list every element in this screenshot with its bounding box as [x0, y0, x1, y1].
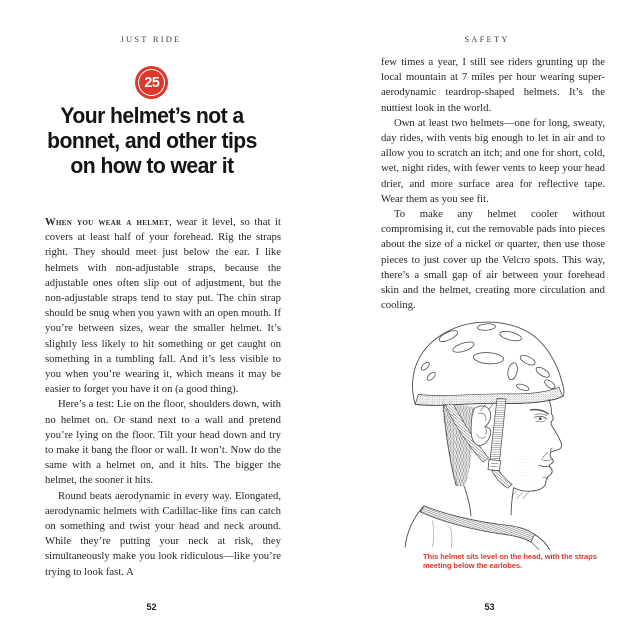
paragraph: To make any helmet cooler without compromising it, cut the removable pads into pieces about the size of a nickel or quarter, then use those pieces to just cover up the Velcro spots. This way, there’s a small gap of air between your forehead skin and the helmet, creating more circulation and cooling.	[381, 208, 605, 312]
paragraph	[45, 215, 281, 397]
lead-in-phrase: When you wear a helmet	[45, 216, 170, 228]
running-head-right: SAFETY	[464, 34, 510, 44]
illustration-caption: This helmet sits level on the head, with the straps meeting below the earlobes.	[423, 552, 597, 571]
chapter-title-line-1: Your helmet’s not a	[60, 103, 244, 128]
page-number-left: 52	[146, 602, 157, 612]
page-number-right: 53	[484, 602, 495, 612]
chapter-title-line-2: bonnet, and other tips	[47, 128, 257, 153]
body-text-right	[381, 55, 605, 313]
chapter-title	[20, 103, 283, 178]
paragraph: Round beats aerodynamic in every way. Elongated, aerodynamic helmets with Cadillac-like fins can catch on something and twist your head and neck around. While they’re putting your neck at risk, they simultaneously make you look ridiculous—like you’re trying to look fast. A	[45, 489, 281, 578]
ear	[471, 403, 493, 445]
paragraph: Here’s a test: Lie on the floor, shoulders down, with no helmet on. Or stand next to a wall and pretend you’re lying on the floor. Tilt your head down and try to make it bang the floor or wall. It won’t. Now do the same with a helmet on, and it hits. The bigger the helmet, the sooner it hits.	[45, 398, 281, 487]
chapter-number-badge	[135, 66, 168, 99]
paragraph-text: , wear it level, so that it covers at least half of your forehead. Rig the straps right. They should meet just below the ear. I like helmets with non-adjustable straps, because the adjustable ones often slip out of adjustment, but the non-adjustable straps tend to stay put. The chin strap should be snug when you yawn with an open mouth. If you’re between sizes, wear the smaller helmet. It’s slightly less likely to hit something or get caught on something in a tumbling fall. And it’s less visible to you when you’re wearing it, which means it may be easier to forget you have it on (a good thing).	[45, 216, 281, 396]
neck-and-collar	[405, 487, 550, 550]
helmet-head-illustration	[398, 314, 574, 550]
paragraph: few times a year, I still see riders grunting up the local mountain at 7 miles per hour wearing super-aerodynamic teardrop-shaped helmets. It’s the nuttiest look in the world.	[381, 56, 605, 114]
chapter-number: 25	[144, 74, 159, 91]
chin-strap	[488, 398, 512, 488]
running-head-left: JUST RIDE	[120, 34, 182, 44]
paragraph: Own at least two helmets—one for long, sweaty, day rides, with vents big enough to let in air and to allow you to scratch an itch; and one for short, cold, wet, night rides, with fewer vents to keep your head drier, and more surface area for reflective tape. Wear them as you see fit.	[381, 116, 605, 205]
body-text-left	[45, 215, 281, 580]
face	[512, 399, 562, 498]
chapter-title-line-3: on how to wear it	[70, 153, 234, 178]
